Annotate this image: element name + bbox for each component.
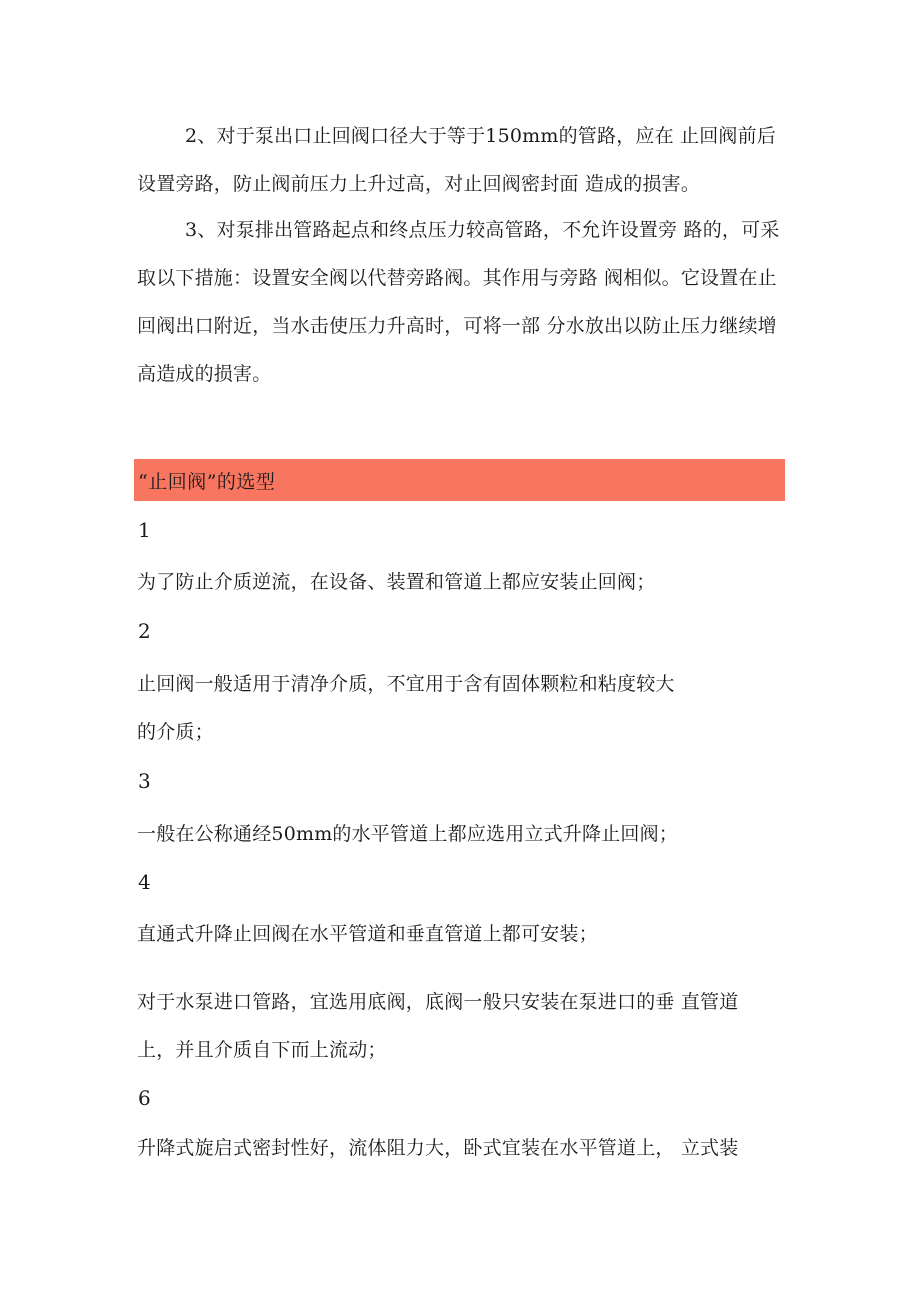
item-number-1: 1 <box>138 518 151 542</box>
item-text-2-line-2: 的介质； <box>137 721 214 743</box>
item-number-4: 4 <box>138 870 151 894</box>
paragraph-bypass-large-valve: 2、对于泵出口止回阀口径大于等于150mm的管路，应在 止回阀前后设置旁路，防止阀前压力上升过高，对止回阀密封面 造成的损害。 <box>137 125 777 195</box>
section-heading-bar <box>134 459 785 501</box>
item-text-3: 一般在公称通经50mm的水平管道上都应选用立式升降止回阀； <box>137 823 679 845</box>
item-text-1: 为了防止介质逆流，在设备、装置和管道上都应安装止回阀； <box>137 571 656 593</box>
item-text-4: 直通式升降止回阀在水平管道和垂直管道上都可安装； <box>137 923 598 945</box>
item-text-2-line-1: 止回阀一般适用于清净介质，不宜用于含有固体颗粒和粘度较大 <box>137 673 675 695</box>
item-number-3: 3 <box>138 769 151 793</box>
item-text-6: 升降式旋启式密封性好，流体阻力大，卧式宜装在水平管道上， 立式装 <box>137 1137 739 1159</box>
paragraph-safety-valve: 3、对泵排出管路起点和终点压力较高管路，不允许设置旁 路的，可采取以下措施：设置安全阀以代替旁路阀。其作用与旁路 阀相似。它设置在止回阀出口附近，当水击使压力升高时，可将一部 分水放出以防止压力继续增高造成的损害。 <box>137 219 780 385</box>
item-text-5-line-1: 对于水泵进口管路，宜选用底阀，底阀一般只安装在泵进口的垂 直管道 <box>137 991 739 1013</box>
section-title: “止回阀”的选型 <box>138 470 276 493</box>
item-text-5-line-2: 上，并且介质自下而上流动； <box>137 1039 387 1061</box>
item-number-6: 6 <box>138 1086 151 1110</box>
item-number-2: 2 <box>138 619 151 643</box>
